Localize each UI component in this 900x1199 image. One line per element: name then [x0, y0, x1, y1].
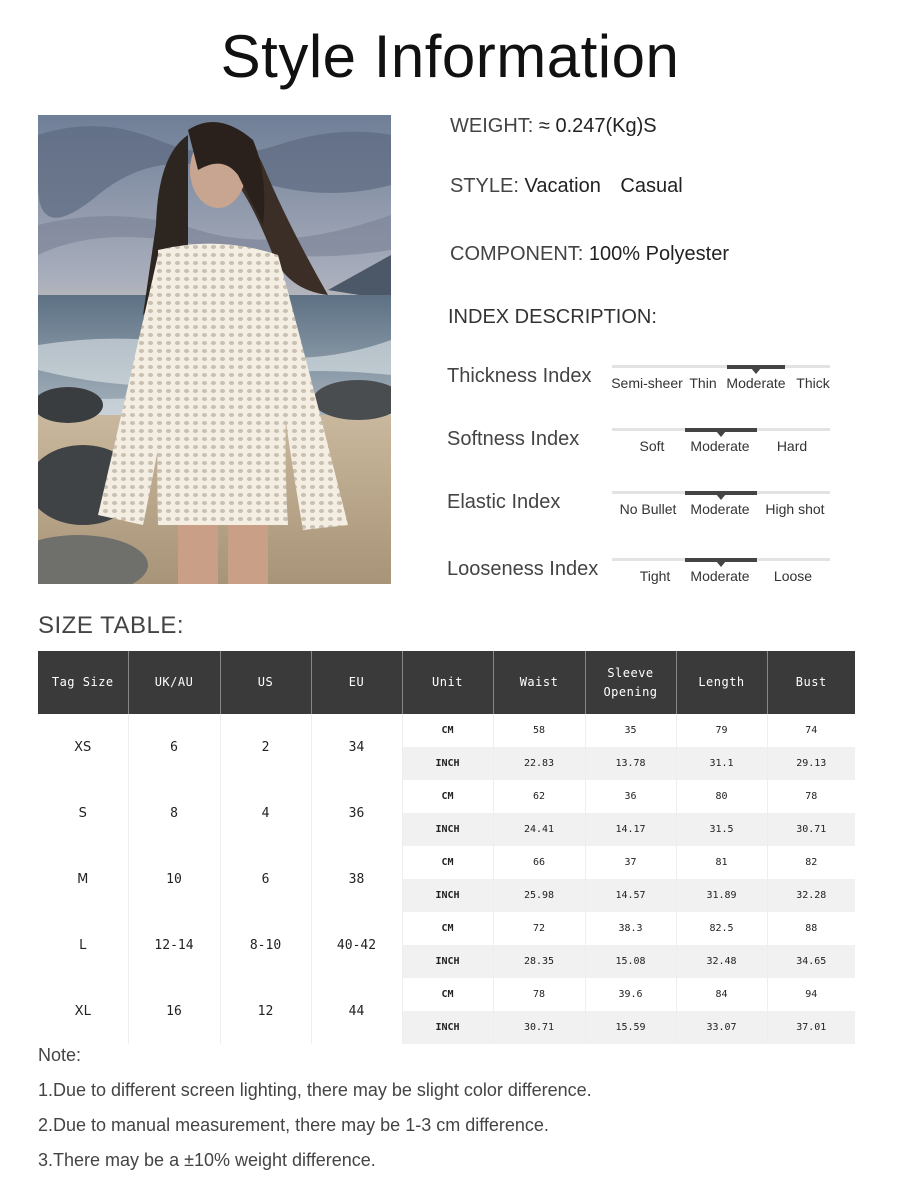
looseness-index-scale [612, 558, 830, 588]
table-row [38, 714, 855, 747]
length-cell: 33.07 [676, 1011, 767, 1044]
thickness-index-scale [612, 365, 830, 395]
component-line [450, 243, 729, 266]
header-tag-size: Tag Size [38, 651, 128, 714]
header-sleeve-opening [585, 651, 676, 714]
bust-cell: 74 [767, 714, 855, 747]
scale-option-selected: Moderate [690, 438, 750, 454]
note-item: 2.Due to manual measurement, there may be 1-3 cm difference. [38, 1115, 549, 1135]
waist-cell: 66 [493, 846, 585, 879]
length-cell: 32.48 [676, 945, 767, 978]
scale-option: Thin [689, 375, 717, 391]
page-title: Style Information [220, 23, 680, 90]
softness-index-scale [612, 428, 830, 458]
header-bust: Bust [767, 651, 855, 714]
unit-cell: INCH [402, 813, 493, 846]
tag-size-cell: S [38, 780, 128, 846]
size-table-heading: SIZE TABLE: [38, 612, 184, 639]
eu-cell: 40-42 [311, 912, 402, 978]
sleeve-cell: 36 [585, 780, 676, 813]
length-cell: 81 [676, 846, 767, 879]
scale-option: High shot [765, 501, 825, 517]
bust-cell: 37.01 [767, 1011, 855, 1044]
index-heading: INDEX DESCRIPTION: [448, 306, 657, 328]
scale-option: Hard [776, 438, 808, 454]
uk-au-cell: 12-14 [128, 912, 220, 978]
scale-option: Semi-sheer [611, 375, 683, 391]
tag-size-cell: XL [38, 978, 128, 1044]
uk-au-cell: 8 [128, 780, 220, 846]
bust-cell: 32.28 [767, 879, 855, 912]
bust-cell: 30.71 [767, 813, 855, 846]
style-value-casual: Casual [620, 175, 683, 197]
softness-index-label: Softness Index [447, 428, 580, 450]
scale-option: Soft [639, 438, 665, 454]
unit-cell: INCH [402, 1011, 493, 1044]
waist-cell: 58 [493, 714, 585, 747]
sleeve-cell: 35 [585, 714, 676, 747]
unit-cell: CM [402, 846, 493, 879]
waist-cell: 22.83 [493, 747, 585, 780]
unit-cell: CM [402, 780, 493, 813]
bust-cell: 34.65 [767, 945, 855, 978]
header-waist: Waist [493, 651, 585, 714]
bust-cell: 94 [767, 978, 855, 1011]
sleeve-cell: 14.17 [585, 813, 676, 846]
bust-cell: 82 [767, 846, 855, 879]
waist-cell: 28.35 [493, 945, 585, 978]
waist-cell: 30.71 [493, 1011, 585, 1044]
elastic-index-scale [612, 491, 830, 521]
tag-size-cell: L [38, 912, 128, 978]
sleeve-cell: 15.59 [585, 1011, 676, 1044]
scale-option: Thick [796, 375, 830, 391]
header-sleeve-line1: Sleeve [607, 665, 654, 680]
waist-cell: 62 [493, 780, 585, 813]
unit-cell: INCH [402, 747, 493, 780]
weight-value: ≈ 0.247(Kg)S [538, 115, 657, 137]
tag-size-cell: XS [38, 714, 128, 780]
component-value: 100% Polyester [588, 243, 729, 265]
product-photo [38, 115, 391, 584]
style-label: STYLE: [450, 175, 519, 197]
uk-au-cell: 10 [128, 846, 220, 912]
elastic-index-label: Elastic Index [447, 491, 561, 513]
table-row [38, 846, 855, 879]
length-cell: 80 [676, 780, 767, 813]
scale-option: Tight [639, 568, 671, 584]
length-cell: 82.5 [676, 912, 767, 945]
sleeve-cell: 37 [585, 846, 676, 879]
waist-cell: 72 [493, 912, 585, 945]
scale-option: Loose [773, 568, 813, 584]
length-cell: 79 [676, 714, 767, 747]
tag-size-cell: M [38, 846, 128, 912]
looseness-index-label: Looseness Index [447, 558, 599, 580]
eu-cell: 36 [311, 780, 402, 846]
length-cell: 84 [676, 978, 767, 1011]
scale-option-selected: Moderate [690, 501, 750, 517]
us-cell: 8-10 [220, 912, 311, 978]
header-uk-au: UK/AU [128, 651, 220, 714]
sleeve-cell: 39.6 [585, 978, 676, 1011]
unit-cell: INCH [402, 945, 493, 978]
style-line [450, 175, 683, 198]
header-length: Length [676, 651, 767, 714]
size-table-header-row [38, 651, 855, 714]
header-sleeve-line2: Opening [603, 684, 658, 699]
table-row [38, 912, 855, 945]
bust-cell: 29.13 [767, 747, 855, 780]
waist-cell: 25.98 [493, 879, 585, 912]
header-us: US [220, 651, 311, 714]
sleeve-cell: 38.3 [585, 912, 676, 945]
length-cell: 31.5 [676, 813, 767, 846]
us-cell: 12 [220, 978, 311, 1044]
note-item: 3.There may be a ±10% weight difference. [38, 1150, 376, 1170]
sleeve-cell: 15.08 [585, 945, 676, 978]
unit-cell: CM [402, 714, 493, 747]
uk-au-cell: 6 [128, 714, 220, 780]
table-row [38, 978, 855, 1011]
scale-option-selected: Moderate [726, 375, 786, 391]
thickness-index-label: Thickness Index [447, 365, 592, 387]
table-row [38, 780, 855, 813]
sleeve-cell: 14.57 [585, 879, 676, 912]
us-cell: 4 [220, 780, 311, 846]
unit-cell: INCH [402, 879, 493, 912]
weight-line [450, 115, 657, 138]
scale-option: No Bullet [619, 501, 677, 517]
length-cell: 31.1 [676, 747, 767, 780]
length-cell: 31.89 [676, 879, 767, 912]
style-value-vacation: Vacation [524, 175, 601, 197]
waist-cell: 24.41 [493, 813, 585, 846]
scale-option-selected: Moderate [690, 568, 750, 584]
header-eu: EU [311, 651, 402, 714]
us-cell: 2 [220, 714, 311, 780]
eu-cell: 38 [311, 846, 402, 912]
size-table [38, 651, 855, 1044]
notes-heading: Note: [38, 1045, 82, 1065]
bust-cell: 88 [767, 912, 855, 945]
note-item: 1.Due to different screen lighting, there may be slight color difference. [38, 1080, 592, 1100]
unit-cell: CM [402, 978, 493, 1011]
component-label: COMPONENT: [450, 243, 584, 265]
bust-cell: 78 [767, 780, 855, 813]
us-cell: 6 [220, 846, 311, 912]
eu-cell: 44 [311, 978, 402, 1044]
eu-cell: 34 [311, 714, 402, 780]
unit-cell: CM [402, 912, 493, 945]
sleeve-cell: 13.78 [585, 747, 676, 780]
waist-cell: 78 [493, 978, 585, 1011]
weight-label: WEIGHT: [450, 115, 534, 137]
uk-au-cell: 16 [128, 978, 220, 1044]
header-unit: Unit [402, 651, 493, 714]
